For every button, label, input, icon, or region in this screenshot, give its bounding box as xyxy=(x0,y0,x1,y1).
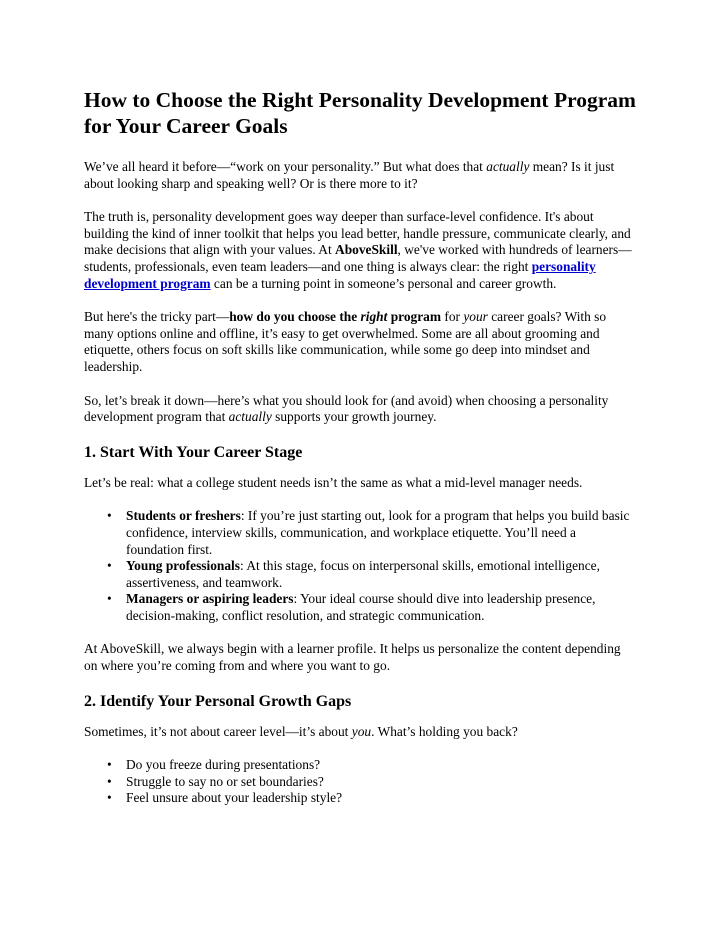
bullet-icon: • xyxy=(107,508,112,524)
brand-name: AboveSkill xyxy=(335,242,398,258)
intro-p4-text-a: So, let’s break it down—here’s what you should look for (and avoid) when choosing a personality development program that xyxy=(84,392,609,425)
section-1-intro: Let’s be real: what a college student needs isn’t the same as what a mid-level manager needs. xyxy=(84,474,583,490)
intro-p3-text-a: But here's the tricky part— xyxy=(84,309,230,325)
intro-p2-text-c: can be a turning point in someone’s personal and career growth. xyxy=(210,275,557,291)
intro-p1-emphasis: actually xyxy=(486,159,530,174)
list-item-term: Students or freshers xyxy=(126,508,241,524)
list-item xyxy=(107,757,636,774)
section-2-intro-a: Sometimes, it’s not about career level—it’s about xyxy=(84,723,352,739)
list-item xyxy=(107,773,636,791)
bullet-icon: • xyxy=(107,757,112,773)
section-1-heading: 1. Start With Your Career Stage xyxy=(84,443,303,461)
intro-p3-bold-question xyxy=(229,309,441,324)
intro-paragraph-1 xyxy=(84,159,636,192)
section-2-intro-c: . What’s holding you back? xyxy=(371,723,518,739)
list-item-term: Young professionals xyxy=(126,558,240,574)
intro-paragraph-3 xyxy=(84,309,636,375)
intro-paragraph-4 xyxy=(84,393,636,426)
intro-p3-text-g: career goals? With so many options online and offline, it’s easy to get overwhelmed. Some are all about grooming and etiquette, others focus on soft skills like communication, while some go deep into mindset and leadership. xyxy=(84,309,607,374)
list-item-text: Do you freeze during presentations? xyxy=(126,757,321,773)
personality-program-link[interactable]: personality development program xyxy=(84,258,596,291)
career-stage-list xyxy=(84,508,636,624)
intro-p3-emphasis: your xyxy=(463,309,488,325)
intro-p3-bold-b: how do you choose the xyxy=(229,309,361,325)
list-item-text: : At this stage, focus on interpersonal skills, emotional intelligence, assertiveness, and teamwork. xyxy=(126,558,600,590)
section-1-outro: At AboveSkill, we always begin with a learner profile. It helps us personalize the content depending on where you’re coming from and where you want to go. xyxy=(84,641,621,674)
section-2-intro xyxy=(84,724,636,741)
list-item-text: Struggle to say no or set boundaries? xyxy=(126,773,324,789)
intro-p3-bold-italic: right xyxy=(360,309,388,325)
intro-p2-text-b: , we've worked with hundreds of learners—students, professionals, even team leaders—and one thing is always clear: the right xyxy=(84,242,632,274)
bullet-icon: • xyxy=(107,773,112,789)
intro-p4-emphasis: actually xyxy=(228,409,272,425)
bullet-icon: • xyxy=(107,558,112,574)
intro-p2-text-a: The truth is, personality development goes way deeper than surface-level confidence. It's about building the kind of inner toolkit that helps you lead better, handle pressure, communicate clearly, and make decisions that align with your values. At xyxy=(84,209,631,258)
bullet-icon: • xyxy=(107,790,112,806)
list-item-text: : If you’re just starting out, look for a program that helps you build basic confidence, interview skills, communication, and workplace etiquette. You’ll need a foundation first. xyxy=(126,508,630,557)
list-item xyxy=(107,591,636,624)
bullet-icon: • xyxy=(107,591,112,607)
section-2-heading: 2. Identify Your Personal Growth Gaps xyxy=(84,692,352,710)
intro-p3-text-e: for xyxy=(441,309,464,325)
intro-p1-text-a: We’ve all heard it before—“work on your personality.” But what does that xyxy=(84,159,487,174)
intro-paragraph-2 xyxy=(84,209,636,292)
intro-p1-text-c: mean? Is it just about looking sharp and speaking well? Or is there more to it? xyxy=(84,159,615,191)
list-item xyxy=(107,508,636,558)
section-2-intro-emphasis: you xyxy=(351,723,372,739)
list-item xyxy=(107,558,636,591)
intro-p3-bold-d: program xyxy=(387,309,442,325)
list-item-text: Feel unsure about your leadership style? xyxy=(126,790,343,806)
list-item-text: : Your ideal course should dive into leadership presence, decision-making, conflict resolution, and strategic communication. xyxy=(126,591,596,623)
list-item-term: Managers or aspiring leaders xyxy=(126,591,294,607)
page-title: How to Choose the Right Personality Development Program for Your Career Goals xyxy=(84,88,636,138)
intro-p4-text-c: supports your growth journey. xyxy=(271,409,437,425)
growth-gaps-list xyxy=(84,757,636,807)
list-item xyxy=(107,790,636,807)
